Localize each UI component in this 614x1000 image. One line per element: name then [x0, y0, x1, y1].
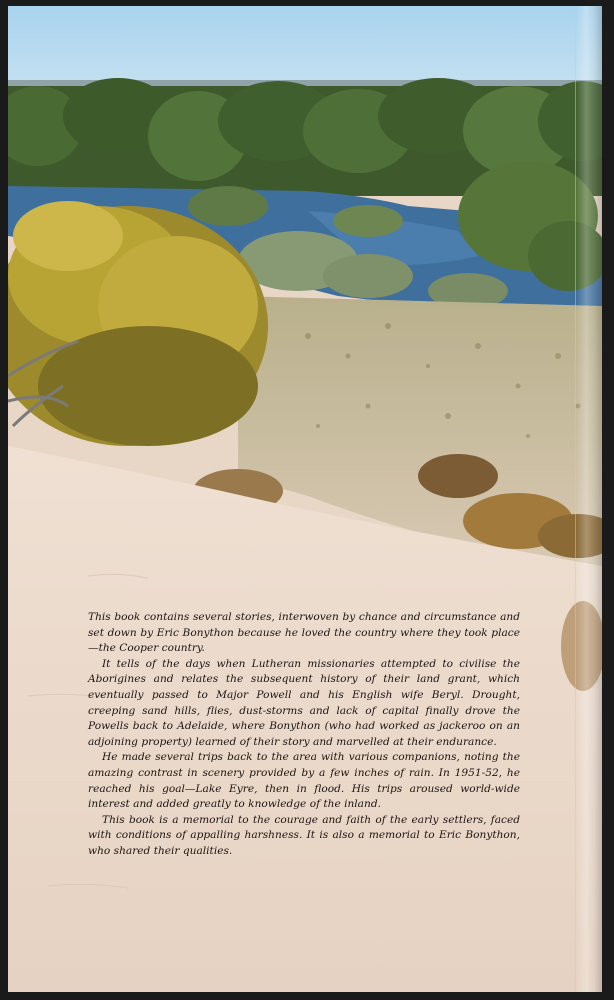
cover-blurb: [88, 610, 520, 860]
book-spine-edge: [575, 6, 602, 992]
blurb-paragraph: He made several trips back to the area with various companions, noting the amazing contrast in scenery provided by a few inches of rain. In 1951-52, he reached his goal—Lake Eyre, then in flood. His trips aroused world-wide interest and added greatly to knowledge of the inland.: [88, 751, 520, 811]
blurb-paragraph: This book is a memorial to the courage and faith of the early settlers, faced with conditions of appalling harshness. It is also a memorial to Eric Bonython, who shared their qualities.: [88, 813, 520, 857]
blurb-paragraph: It tells of the days when Lutheran missionaries attempted to civilise the Aborigines and relates the subsequent history of their land grant, which eventually passed to Major Powell and his English wife Beryl. Drought, creeping sand hills, flies, dust-storms and lack of capital finally drove the Powells back to Adelaide, where Bonython (who had worked as jackeroo on an adjoining property) learned of their story and marvelled at their endurance.: [88, 657, 520, 748]
book-back-cover: [8, 6, 602, 992]
blurb-paragraph: This book contains several stories, interwoven by chance and circumstance and set down by Eric Bonython because he loved the country where they took place—the Cooper country.: [88, 611, 520, 655]
